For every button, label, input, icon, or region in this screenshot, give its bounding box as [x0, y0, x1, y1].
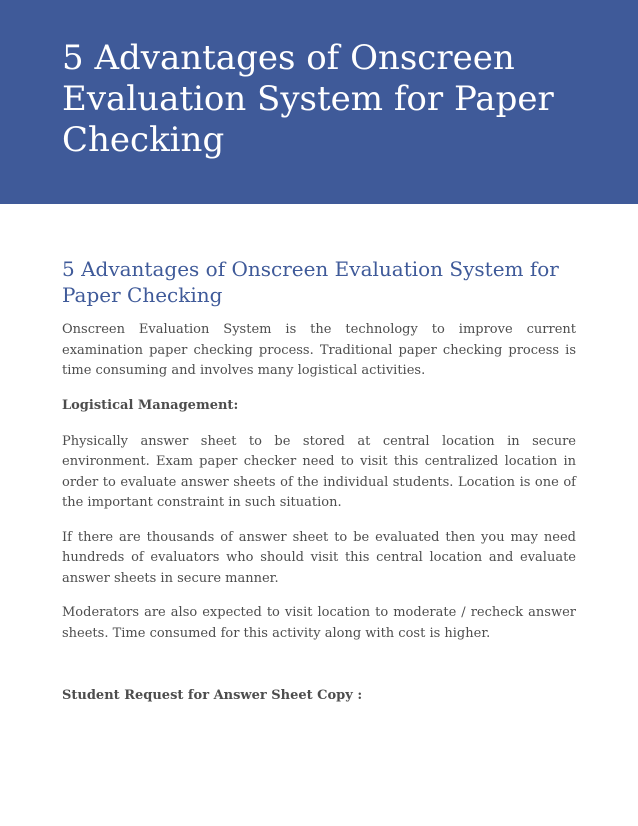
body-paragraph: If there are thousands of answer sheet to be evaluated then you may need hundreds of evaluators who should visit this central location and evaluate answer sheets in secure manner.: [62, 529, 576, 586]
article-body: [62, 256, 576, 722]
article-heading: 5 Advantages of Onscreen Evaluation System for Paper Checking: [62, 257, 559, 307]
body-paragraph: Moderators are also expected to visit location to moderate / recheck answer sheets. Time consumed for this activity along with cost is higher.: [62, 605, 576, 641]
intro-paragraph: Onscreen Evaluation System is the technology to improve current examination paper checking process. Traditional paper checking process is time consuming and involves many logistical activities.: [62, 322, 576, 378]
title-banner: [0, 0, 638, 204]
body-paragraph: Physically answer sheet to be stored at central location in secure environment. Exam paper checker need to visit this centralized location in order to evaluate answer sheets of the individual students. Location is one of the important constraint in such situation.: [62, 433, 576, 510]
banner-title: 5 Advantages of Onscreen Evaluation System for Paper Checking: [62, 38, 554, 160]
logistical-management-label: Logistical Management:: [62, 397, 239, 413]
student-request-label: Student Request for Answer Sheet Copy :: [62, 688, 363, 703]
